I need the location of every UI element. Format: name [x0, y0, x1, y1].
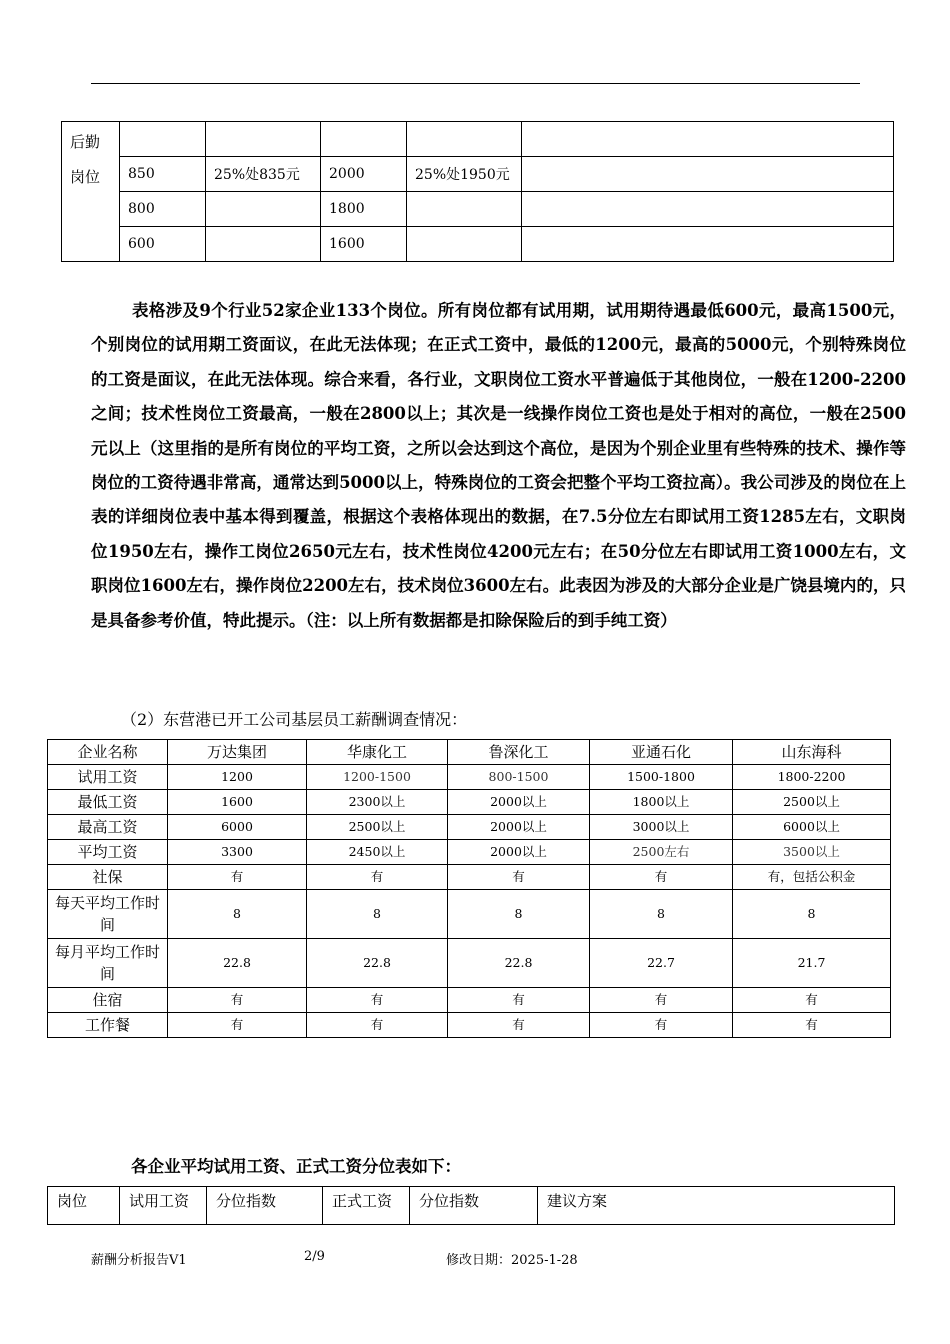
- table-cell: 有: [448, 865, 590, 890]
- column-header: 山东海科: [733, 740, 891, 765]
- table-cell: 2300以上: [307, 790, 448, 815]
- table-cell: [522, 227, 894, 262]
- column-header: 鲁深化工: [448, 740, 590, 765]
- table-cell: 1800-2200: [733, 765, 891, 790]
- table-cell: 22.7: [590, 939, 733, 988]
- row-label: 每月平均工作时间: [48, 939, 168, 988]
- column-header: 企业名称: [48, 740, 168, 765]
- table-cell: 有: [307, 1013, 448, 1038]
- table-cell: [120, 122, 206, 157]
- column-header: 试用工资: [120, 1187, 207, 1225]
- column-header: 岗位: [48, 1187, 120, 1225]
- row-label: 工作餐: [48, 1013, 168, 1038]
- table-cell: 25%处1950元: [407, 157, 522, 192]
- table-row: [48, 840, 891, 865]
- table-cell: 6000: [168, 815, 307, 840]
- category-line: 岗位: [70, 168, 101, 186]
- table-cell: 8: [590, 890, 733, 939]
- table-row: [48, 1013, 891, 1038]
- table-cell: 2450以上: [307, 840, 448, 865]
- header-rule: [91, 83, 860, 84]
- table-cell: [522, 122, 894, 157]
- table-cell: [407, 227, 522, 262]
- table-cell: 1600: [168, 790, 307, 815]
- table-cell: 25%处835元: [206, 157, 321, 192]
- table-header-row: [48, 1187, 895, 1225]
- table-cell: 有: [590, 865, 733, 890]
- table-row: [48, 939, 891, 988]
- table-cell: 2000以上: [448, 815, 590, 840]
- column-header: 建议方案: [538, 1187, 895, 1225]
- footer-doc-title: 薪酬分析报告V1: [91, 1253, 187, 1268]
- column-header: 华康化工: [307, 740, 448, 765]
- table-cell: 1500-1800: [590, 765, 733, 790]
- footer-page-number: 2/9: [304, 1249, 325, 1264]
- table-cell: 21.7: [733, 939, 891, 988]
- column-header: 正式工资: [323, 1187, 410, 1225]
- company-survey-table: [47, 739, 891, 1038]
- category-line: 后勤: [70, 133, 101, 151]
- table-cell: 8: [448, 890, 590, 939]
- table-row: [62, 122, 894, 157]
- table-cell: 有: [590, 988, 733, 1013]
- table-row: [48, 890, 891, 939]
- table-cell: [407, 192, 522, 227]
- footer-date: 修改日期：2025-1-28: [446, 1253, 578, 1268]
- table-cell: 3300: [168, 840, 307, 865]
- table-cell: [522, 192, 894, 227]
- row-label: 每天平均工作时间: [48, 890, 168, 939]
- table-cell: [321, 122, 407, 157]
- table-cell: 8: [307, 890, 448, 939]
- table-cell: 2000以上: [448, 840, 590, 865]
- table-cell: 2500左右: [590, 840, 733, 865]
- table-cell: 850: [120, 157, 206, 192]
- row-label: 试用工资: [48, 765, 168, 790]
- table-cell: 有，包括公积金: [733, 865, 891, 890]
- salary-table-logistics: [61, 121, 894, 262]
- category-cell: [62, 122, 120, 262]
- table-cell: 有: [307, 988, 448, 1013]
- table-cell: 1800: [321, 192, 407, 227]
- table-cell: 2500以上: [307, 815, 448, 840]
- table-cell: 8: [168, 890, 307, 939]
- table-cell: [206, 192, 321, 227]
- table-cell: 有: [448, 988, 590, 1013]
- table-cell: [522, 157, 894, 192]
- row-label: 住宿: [48, 988, 168, 1013]
- table-row: [62, 157, 894, 192]
- quantile-table-caption: 各企业平均试用工资、正式工资分位表如下：: [131, 1157, 461, 1176]
- table-header-row: [48, 740, 891, 765]
- table-cell: 22.8: [448, 939, 590, 988]
- table-cell: [206, 122, 321, 157]
- table-cell: 800: [120, 192, 206, 227]
- table-cell: 600: [120, 227, 206, 262]
- table-row: [62, 192, 894, 227]
- table-cell: 3500以上: [733, 840, 891, 865]
- table-cell: 有: [168, 865, 307, 890]
- table-row: [48, 815, 891, 840]
- table-cell: 有: [733, 988, 891, 1013]
- table-cell: 有: [307, 865, 448, 890]
- table-cell: 1800以上: [590, 790, 733, 815]
- table-row: [48, 988, 891, 1013]
- table-cell: 22.8: [168, 939, 307, 988]
- table-cell: 1600: [321, 227, 407, 262]
- table-cell: 800-1500: [448, 765, 590, 790]
- table-cell: 有: [733, 1013, 891, 1038]
- table-row: [62, 227, 894, 262]
- survey-caption: （2）东营港已开工公司基层员工薪酬调查情况：: [121, 710, 468, 729]
- table-cell: [407, 122, 522, 157]
- table-cell: 2000: [321, 157, 407, 192]
- row-label: 最高工资: [48, 815, 168, 840]
- column-header: 分位指数: [410, 1187, 538, 1225]
- column-header: 万达集团: [168, 740, 307, 765]
- quantile-table: [47, 1186, 895, 1225]
- analysis-paragraph: 表格涉及9个行业52家企业133个岗位。所有岗位都有试用期，试用期待遇最低600元，最高1500元，个别岗位的试用期工资面议，在此无法体现；在正式工资中，最低的1200元，最高的5000元，个别特殊岗位的工资是面议，在此无法体现。综合来看，各行业，文职岗位工资水平普遍低于其他岗位，一般在1200-2200之间；技术性岗位工资最高，一般在2800以上；其次是一线操作岗位工资也是处于相对的高位，一般在2500元以上（这里指的是所有岗位的平均工资，之所以会达到这个高位，是因为个别企业里有些特殊的技术、操作等岗位的工资待遇非常高，通常达到5000以上，特殊岗位的工资会把整个平均工资拉高）。我公司涉及的岗位在上表的详细岗位表中基本得到覆盖，根据这个表格体现出的数据，在7.5分位左右即试用工资1285左右，文职岗位1950左右，操作工岗位2650元左右，技术性岗位4200元左右；在50分位左右即试用工资1000左右，文职岗位1600左右，操作岗位2200左右，技术岗位3600左右。此表因为涉及的大部分企业是广饶县境内的，只是具备参考价值，特此提示。（注：以上所有数据都是扣除保险后的到手纯工资）: [91, 301, 906, 630]
- table-cell: 2000以上: [448, 790, 590, 815]
- table-cell: 1200: [168, 765, 307, 790]
- row-label: 最低工资: [48, 790, 168, 815]
- table-cell: 有: [168, 988, 307, 1013]
- table-row: [48, 765, 891, 790]
- table-cell: [206, 227, 321, 262]
- row-label: 平均工资: [48, 840, 168, 865]
- column-header: 亚通石化: [590, 740, 733, 765]
- table-row: [48, 865, 891, 890]
- table-cell: 3000以上: [590, 815, 733, 840]
- table-row: [48, 790, 891, 815]
- row-label: 社保: [48, 865, 168, 890]
- table-cell: 6000以上: [733, 815, 891, 840]
- column-header: 分位指数: [207, 1187, 323, 1225]
- table-cell: 8: [733, 890, 891, 939]
- table-cell: 有: [448, 1013, 590, 1038]
- table-cell: 有: [168, 1013, 307, 1038]
- table-cell: 2500以上: [733, 790, 891, 815]
- table-cell: 22.8: [307, 939, 448, 988]
- table-cell: 1200-1500: [307, 765, 448, 790]
- table-cell: 有: [590, 1013, 733, 1038]
